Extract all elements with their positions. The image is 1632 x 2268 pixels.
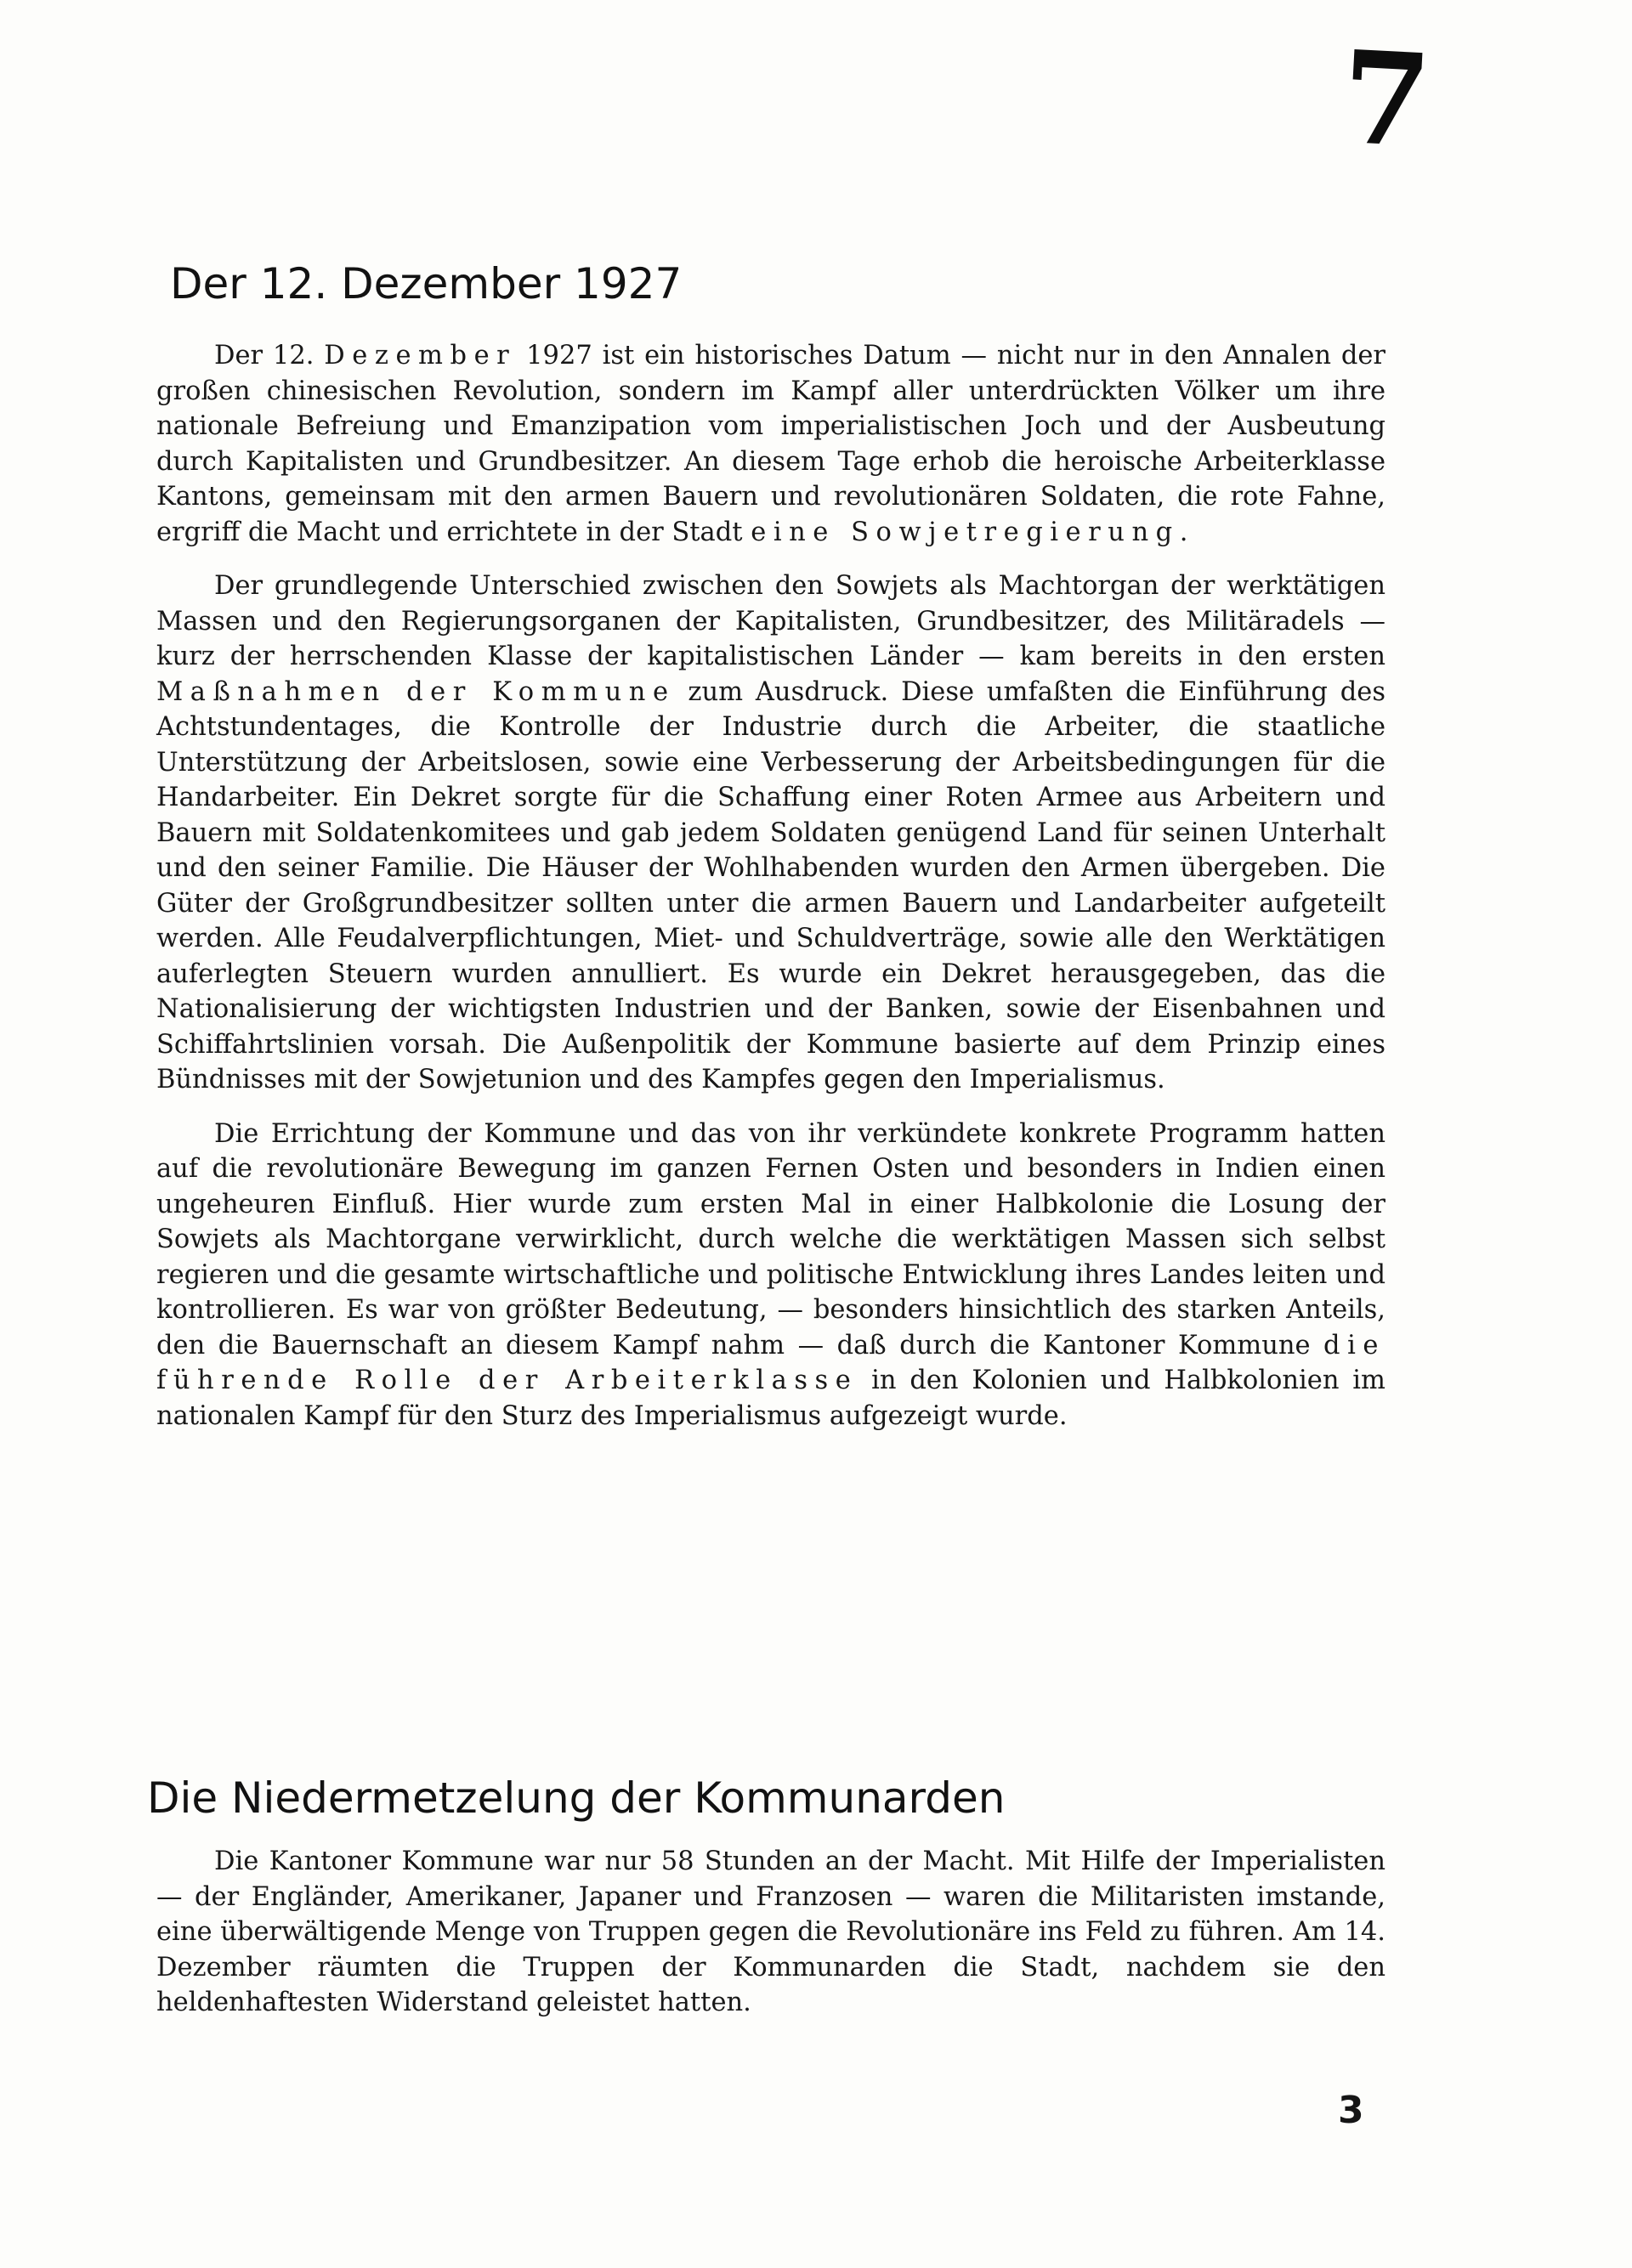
paragraph-1 [156,338,1386,550]
paragraph-2-end: zum Ausdruck. Diese umfaßten die Einführung des Achtstundentages, die Kontrolle der Industrie durch die Arbeiter, die staatliche Unterstützung der Arbeitslosen, sowie eine Verbesserung der Arbeitsbedingungen für die Handarbeiter. Ein Dekret sorgte für die Schaffung einer Roten Armee aus Arbeitern und Bauern mit Soldatenkomitees und gab jedem Soldaten genügend Land für seinen Unterhalt und den seiner Familie. Die Häuser der Wohlhabenden wurden den Armen übergeben. Die Güter der Großgrundbesitzer sollten unter die armen Bauern und Landarbeiter aufgeteilt werden. Alle Feudalverpflichtungen, Miet- und Schuldverträge, sowie alle den Werktätigen auferlegten Steuern wurden annulliert. Es wurde ein Dekret herausgegeben, das die Nationalisierung der wichtigsten Industrien und der Banken, sowie der Eisenbahnen und Schiffahrtslinien vorsah. Die Außenpolitik der Kommune basierte auf dem Prinzip eines Bündnisses mit der Sowjetunion und des Kampfes gegen den Imperialismus. [156,676,1386,1094]
paragraph-1-emphasis-soviet: eine Sowjetregierung [751,517,1180,547]
paragraph-2-start: Der grundlegende Unterschied zwischen den Sowjets als Machtorgan der werktätigen Massen und den Regierungsorganen der Kapitalisten, Grundbesitzer, des Militäradels — kurz der herrschenden Klasse der kapitalistischen Länder — kam bereits in den ersten [156,571,1386,671]
paragraph-4: Die Kantoner Kommune war nur 58 Stunden an der Macht. Mit Hilfe der Imperialisten — der Engländer, Amerikaner, Japaner und Franzosen — waren die Militaristen imstande, eine überwältigende Menge von Truppen gegen die Revolutionäre ins Feld zu führen. Am 14. Dezember räumten die Truppen der Kommunarden die Stadt, nachdem sie den heldenhaftesten Widerstand geleistet hatten. [156,1847,1386,2017]
paragraph-1-emphasis-date: Dezember [324,341,517,370]
section-body-massacre [156,1844,1386,2021]
paragraph-2 [156,568,1386,1098]
section-body-december-1927 [156,338,1386,1434]
handwritten-page-mark: 7 [1338,22,1435,177]
paragraph-2-emphasis-measures: Maßnahmen der Kommune [156,676,676,707]
paragraph-3-end: in den Kolonien und Halbkolonien im nationalen Kampf für den Sturz des Imperialismus aufgezeigt wurde. [156,1366,1386,1431]
paragraph-1-end: . [1179,517,1188,547]
paragraph-1-body: 1927 ist ein historisches Datum — nicht nur in den Annalen der großen chinesischen Revolution, sondern im Kampf aller unterdrückten Völker um ihre nationale Befreiung und Emanzipation vom imperialistischen Joch und der Ausbeutung durch Kapitalisten und Grundbesitzer. An diesem Tage erhob die heroische Arbeiterklasse Kantons, gemeinsam mit den armen Bauern und revolutionären Soldaten, die rote Fahne, ergriff die Macht und errichtete in der Stadt [156,341,1386,547]
paragraph-3 [156,1117,1386,1434]
paragraph-1-lead: Der 12. [214,341,325,370]
paragraph-3-start: Die Errichtung der Kommune und das von ihr verkündete konkrete Programm hatten auf die revolutionäre Bewegung im ganzen Fernen Osten und besonders in Indien einen ungeheuren Einfluß. Hier wurde zum ersten Mal in einer Halbkolonie die Losung der Sowjets als Machtorgane verwirklicht, durch welche die werktätigen Massen sich selbst regieren und die gesamte wirtschaftliche und politische Entwicklung ihres Landes leiten und kontrollieren. Es war von größter Bedeutung, — besonders hinsichtlich des starken Anteils, den die Bauernschaft an diesem Kampf nahm — daß durch die Kantoner Kommune [156,1118,1386,1360]
page-number: 3 [1338,2089,1364,2132]
section-heading-massacre: Die Niedermetzelung der Kommunarden [147,1773,1006,1823]
section-heading-december-1927: Der 12. Dezember 1927 [170,259,683,308]
paragraph-3-emphasis-leading-role: die führende Rolle der Arbeiterklasse [156,1330,1386,1395]
